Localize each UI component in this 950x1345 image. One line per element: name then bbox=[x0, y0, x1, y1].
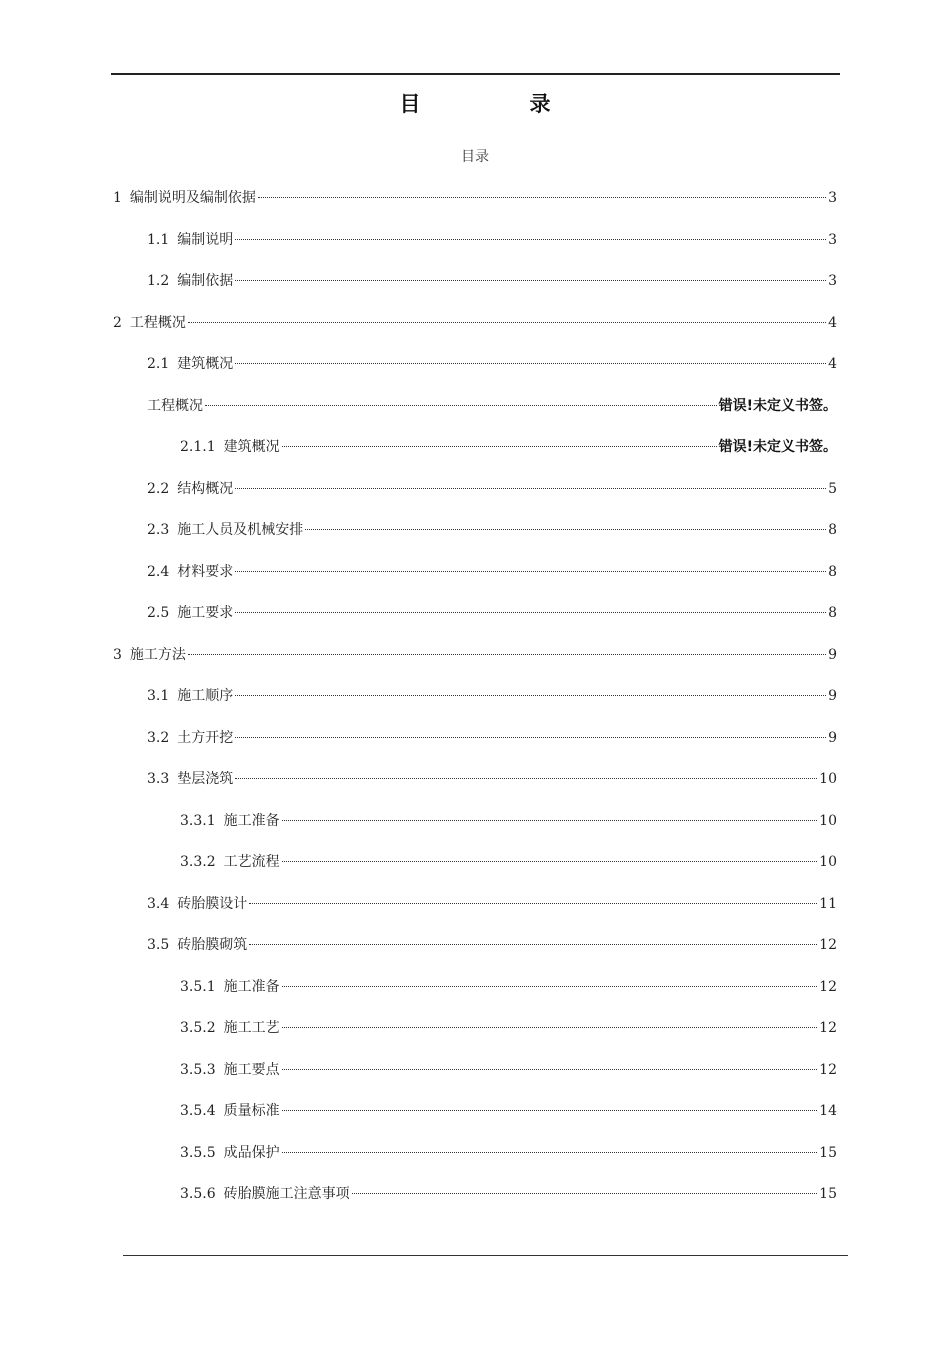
toc-dot-leader bbox=[282, 1027, 818, 1028]
toc-entry-title: 施工方法 bbox=[129, 647, 186, 663]
toc-entry[interactable] bbox=[180, 1143, 837, 1163]
toc-entry[interactable] bbox=[147, 396, 837, 416]
toc-entry-number: 2.1 bbox=[147, 356, 170, 372]
toc-entry-number: 3.5.1 bbox=[180, 979, 216, 995]
toc-page-number: 14 bbox=[819, 1103, 837, 1119]
toc-entry[interactable] bbox=[180, 1060, 837, 1080]
toc-subtitle: 目录 bbox=[461, 149, 489, 165]
toc-bookmark-error: 错误!未定义书签。 bbox=[718, 439, 837, 455]
toc-page-number: 15 bbox=[819, 1145, 837, 1161]
toc-entry-title: 工程概况 bbox=[129, 315, 186, 331]
toc-entry[interactable] bbox=[147, 935, 837, 955]
toc-entry-title: 土方开挖 bbox=[177, 730, 234, 746]
toc-entry-title: 施工工艺 bbox=[223, 1020, 280, 1036]
toc-entry[interactable] bbox=[180, 437, 837, 457]
toc-entry-number: 2.2 bbox=[147, 481, 170, 497]
toc-entry-title: 施工准备 bbox=[223, 979, 280, 995]
toc-dot-leader bbox=[235, 280, 826, 281]
toc-entry[interactable] bbox=[180, 1018, 837, 1038]
toc-dot-leader bbox=[235, 488, 826, 489]
toc-entry[interactable] bbox=[147, 603, 837, 623]
toc-dot-leader bbox=[235, 363, 826, 364]
toc-dot-leader bbox=[282, 1110, 818, 1111]
toc-page-number: 9 bbox=[828, 730, 837, 746]
toc-page-number: 9 bbox=[828, 688, 837, 704]
toc-entry-number: 2 bbox=[113, 315, 122, 331]
footer-rule bbox=[123, 1255, 848, 1256]
toc-dot-leader bbox=[282, 820, 818, 821]
toc-page-number: 12 bbox=[819, 937, 837, 953]
toc-entry-title: 编制说明及编制依据 bbox=[129, 190, 256, 206]
toc-dot-leader bbox=[282, 861, 818, 862]
toc-entry-number: 3.4 bbox=[147, 896, 170, 912]
toc-entry-number: 3 bbox=[113, 647, 122, 663]
toc-entry-number: 3.3.1 bbox=[180, 813, 216, 829]
toc-dot-leader bbox=[235, 612, 826, 613]
toc-entry[interactable] bbox=[113, 188, 837, 208]
toc-page-number: 8 bbox=[828, 605, 837, 621]
toc-page-number: 3 bbox=[828, 273, 837, 289]
toc-dot-leader bbox=[249, 944, 817, 945]
toc-page-number: 10 bbox=[819, 854, 837, 870]
toc-entry-title: 施工要点 bbox=[223, 1062, 280, 1078]
toc-entry[interactable] bbox=[147, 894, 837, 914]
toc-dot-leader bbox=[188, 654, 826, 655]
toc-page-number: 4 bbox=[828, 315, 837, 331]
toc-entry-number: 3.5.6 bbox=[180, 1186, 216, 1202]
toc-dot-leader bbox=[282, 1069, 818, 1070]
toc-entry-number: 3.2 bbox=[147, 730, 170, 746]
toc-dot-leader bbox=[282, 446, 717, 447]
toc-entry-title: 施工准备 bbox=[223, 813, 280, 829]
toc-entry[interactable] bbox=[147, 728, 837, 748]
toc-entry[interactable] bbox=[180, 852, 837, 872]
toc-entry[interactable] bbox=[147, 271, 837, 291]
toc-dot-leader bbox=[235, 737, 826, 738]
toc-page-number: 3 bbox=[828, 232, 837, 248]
toc-entry-number: 3.3.2 bbox=[180, 854, 216, 870]
toc-bookmark-error: 错误!未定义书签。 bbox=[718, 398, 837, 414]
toc-dot-leader bbox=[235, 778, 817, 779]
toc-entry-title: 垫层浇筑 bbox=[177, 771, 234, 787]
toc-page-number: 12 bbox=[819, 1020, 837, 1036]
toc-entry[interactable] bbox=[180, 811, 837, 831]
toc-page-number: 10 bbox=[819, 771, 837, 787]
toc-entry[interactable] bbox=[147, 230, 837, 250]
toc-entry-title: 砖胎膜砌筑 bbox=[177, 937, 248, 953]
toc-dot-leader bbox=[305, 529, 826, 530]
toc-page-number: 8 bbox=[828, 522, 837, 538]
toc-entry-number: 2.5 bbox=[147, 605, 170, 621]
toc-dot-leader bbox=[205, 405, 717, 406]
toc-entry[interactable] bbox=[180, 977, 837, 997]
toc-entry-number: 1.2 bbox=[147, 273, 170, 289]
toc-dot-leader bbox=[249, 903, 817, 904]
toc-dot-leader bbox=[235, 239, 826, 240]
toc-page-number: 12 bbox=[819, 1062, 837, 1078]
toc-entry[interactable] bbox=[180, 1101, 837, 1121]
toc-entry-number: 3.1 bbox=[147, 688, 170, 704]
toc-entry-title: 编制依据 bbox=[177, 273, 234, 289]
toc-entry-number: 1.1 bbox=[147, 232, 170, 248]
toc-page-number: 10 bbox=[819, 813, 837, 829]
toc-entry-number: 3.5.5 bbox=[180, 1145, 216, 1161]
toc-entry[interactable] bbox=[180, 1184, 837, 1204]
toc-entry[interactable] bbox=[147, 520, 837, 540]
toc-entry-title: 砖胎膜施工注意事项 bbox=[223, 1186, 350, 1202]
toc-dot-leader bbox=[282, 986, 818, 987]
toc-entry[interactable] bbox=[147, 686, 837, 706]
toc-entry-title: 建筑概况 bbox=[177, 356, 234, 372]
toc-entry[interactable] bbox=[147, 769, 837, 789]
toc-entry-number: 3.5.4 bbox=[180, 1103, 216, 1119]
toc-entry-title: 结构概况 bbox=[177, 481, 234, 497]
toc-entry[interactable] bbox=[147, 562, 837, 582]
toc-entry-title: 质量标准 bbox=[223, 1103, 280, 1119]
toc-page-number: 8 bbox=[828, 564, 837, 580]
toc-entry-number: 3.5.2 bbox=[180, 1020, 216, 1036]
toc-dot-leader bbox=[258, 197, 826, 198]
toc-entry-title: 施工人员及机械安排 bbox=[177, 522, 304, 538]
toc-page-number: 5 bbox=[828, 481, 837, 497]
toc-entry-number: 2.3 bbox=[147, 522, 170, 538]
toc-entry[interactable] bbox=[147, 354, 837, 374]
toc-entry[interactable] bbox=[113, 313, 837, 333]
page-title: 目 录 bbox=[399, 92, 595, 116]
toc-entry-title: 砖胎膜设计 bbox=[177, 896, 248, 912]
toc-entry-title: 施工顺序 bbox=[177, 688, 234, 704]
toc-entry[interactable] bbox=[113, 645, 837, 665]
toc-entry-title: 成品保护 bbox=[223, 1145, 280, 1161]
toc-entry-number: 2.4 bbox=[147, 564, 170, 580]
toc-dot-leader bbox=[235, 571, 826, 572]
toc-page-number: 12 bbox=[819, 979, 837, 995]
toc-page-number: 9 bbox=[828, 647, 837, 663]
toc-page-number: 4 bbox=[828, 356, 837, 372]
toc-entry-title: 建筑概况 bbox=[223, 439, 280, 455]
toc-entry-title: 工程概况 bbox=[147, 398, 203, 414]
toc-dot-leader bbox=[352, 1193, 818, 1194]
toc-dot-leader bbox=[235, 695, 826, 696]
toc-entry[interactable] bbox=[147, 479, 837, 499]
toc-entry-number: 3.5 bbox=[147, 937, 170, 953]
toc-page-number: 11 bbox=[819, 896, 837, 912]
toc-entry-number: 1 bbox=[113, 190, 122, 206]
toc-dot-leader bbox=[188, 322, 826, 323]
toc-dot-leader bbox=[282, 1152, 818, 1153]
toc-entry-number: 3.5.3 bbox=[180, 1062, 216, 1078]
toc-page-number: 15 bbox=[819, 1186, 837, 1202]
toc-entry-number: 2.1.1 bbox=[180, 439, 216, 455]
toc-entry-title: 工艺流程 bbox=[223, 854, 280, 870]
toc-page-number: 3 bbox=[828, 190, 837, 206]
toc-entry-title: 编制说明 bbox=[177, 232, 234, 248]
toc-entry-title: 材料要求 bbox=[177, 564, 234, 580]
toc-entry-title: 施工要求 bbox=[177, 605, 234, 621]
toc-entry-number: 3.3 bbox=[147, 771, 170, 787]
